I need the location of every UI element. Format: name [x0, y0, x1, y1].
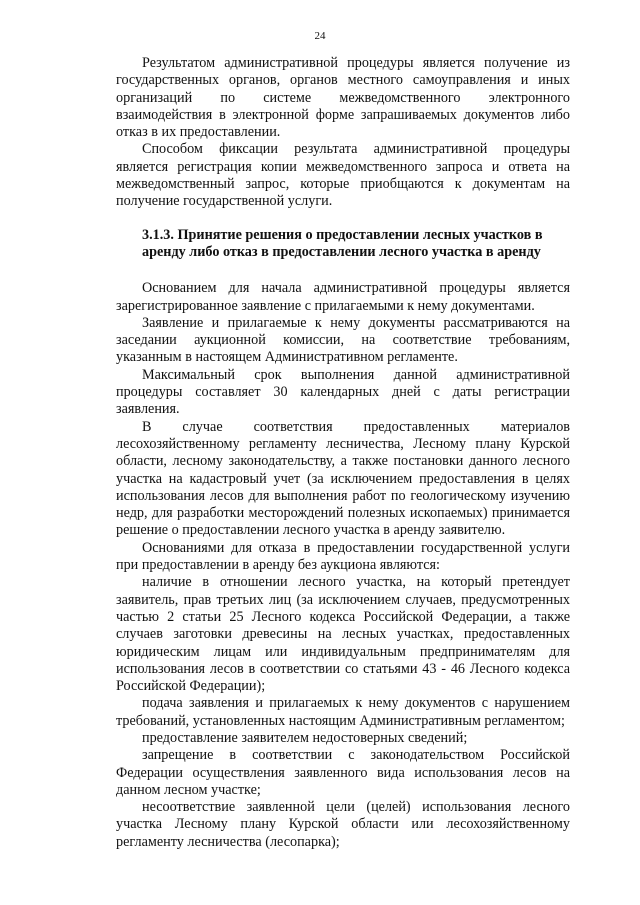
list-item-violation: подача заявления и прилагаемых к нему документов с нарушением требований, установленных настоящим Административным регламентом;: [116, 695, 570, 729]
list-item-false-info: предоставление заявителем недостоверных сведений;: [142, 729, 468, 746]
page-body: [116, 55, 570, 851]
list-item-nonconformity: несоответствие заявленной цели (целей) использования лесного участка Лесному плану Курской области или лесохозяйственному регламенту лесничества (лесопарка);: [116, 799, 570, 850]
paragraph-basis: Основанием для начала административной процедуры является зарегистрированное заявление с прилагаемыми к нему документами.: [116, 280, 570, 314]
paragraph-decision: В случае соответствия предоставленных материалов лесохозяйственному регламенту лесничества, Лесному плану Курской области, лесному законодательству, а также постановки данного лесного участка на кадастровый учет (за исключением предоставления в целях использования лесов для выполнения работ по геологическому изучению недр, для разработки месторождений полезных ископаемых) принимается решение о предоставлении лесного участка в аренду заявителю.: [116, 418, 570, 539]
paragraph-refusal-grounds: Основаниями для отказа в предоставлении государственной услуги при предоставлении в аренду без аукциона являются:: [116, 539, 570, 574]
paragraph-review: Заявление и прилагаемые к нему документы рассматриваются на заседании аукционной комиссии, на соответствие требованиям, указанным в настоящем Административном регламенте.: [116, 314, 570, 366]
list-item-prohibition: запрещение в соответствии с законодательством Российской Федерации осуществления заявленного вида использования лесов на данном лесном участке;: [116, 747, 570, 798]
list-item-third-party-rights: наличие в отношении лесного участка, на который претендует заявитель, прав третьих лиц (за исключением случаев, предусмотренных частью 2 статьи 25 Лесного кодекса Российской Федерации, а также случаев заготовки древесины на лесных участках, предоставленных юридическим лицам или индивидуальным предпринимателям для использования лесов в соответствии со статьями 43 - 46 Лесного кодекса Российской Федерации);: [116, 574, 570, 695]
section-heading: 3.1.3. Принятие решения о предоставлении лесных участков в аренду либо отказ в предоставлении лесного участка в аренду: [142, 226, 543, 260]
paragraph-fixation-method: Способом фиксации результата административной процедуры является регистрация копии межведомственного запроса и ответа на межведомственный запрос, которые приобщаются к документам на получение государственной услуги.: [116, 141, 570, 210]
page-number: 24: [314, 30, 326, 42]
paragraph-max-term: Максимальный срок выполнения данной административной процедуры составляет 30 календарных дней с даты регистрации заявления.: [116, 366, 570, 418]
paragraph-result: Результатом административной процедуры является получение из государственных органов, органов местного самоуправления и иных организаций по системе межведомственного электронного взаимодействия в электронной форме запрашиваемых документов либо отказ в их предоставлении.: [116, 55, 570, 141]
